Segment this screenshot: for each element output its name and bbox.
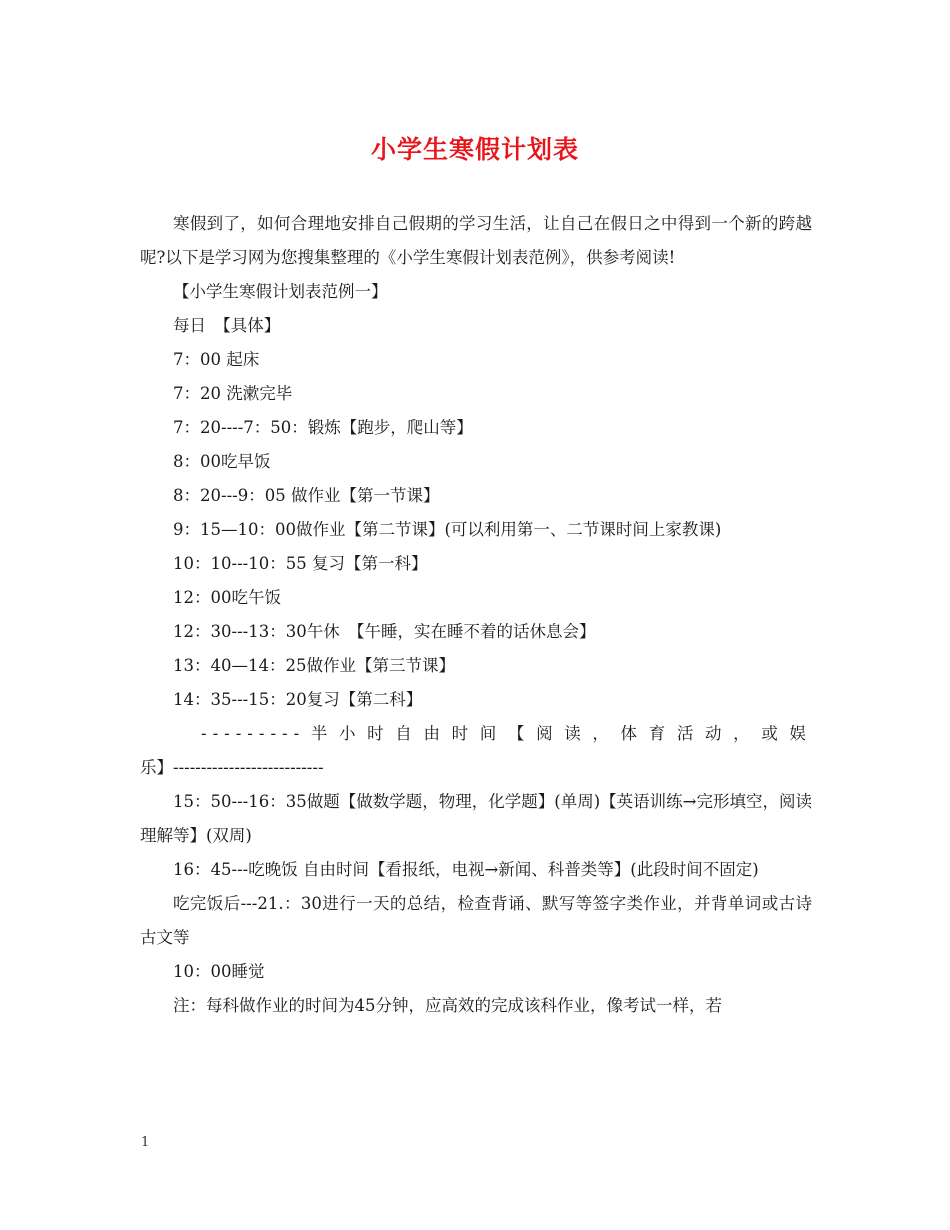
schedule-line: 10：00睡觉 <box>173 962 265 981</box>
schedule-list <box>140 275 812 717</box>
schedule-line: 吃完饭后---21.：30进行一天的总结，检查背诵、默写等签字类作业，并背单词或古诗古文等 <box>140 894 812 947</box>
schedule-line: 16：45---吃晚饭 自由时间【看报纸，电视→新闻、科普类等】(此段时间不固定) <box>173 860 759 879</box>
schedule-line: 12：00吃午饭 <box>173 588 281 607</box>
intro-paragraph: 寒假到了，如何合理地安排自己假期的学习生活，让自己在假日之中得到一个新的跨越呢?以下是学习网为您搜集整理的《小学生寒假计划表范例》，供参考阅读! <box>140 214 812 267</box>
schedule-line: 10：10---10：55 复习【第一科】 <box>173 554 428 573</box>
schedule-line: 9：15—10：00做作业【第二节课】(可以利用第一、二节课时间上家教课) <box>173 520 722 539</box>
schedule-line: 8：20---9：05 做作业【第一节课】 <box>173 486 440 505</box>
schedule-line: 15：50---16：35做题【做数学题，物理，化学题】(单周)【英语训练→完形填空，阅读理解等】(双周) <box>140 792 812 845</box>
schedule-line: 12：30---13：30午休 【午睡，实在睡不着的话休息会】 <box>173 622 596 641</box>
note-line: 注：每科做作业的时间为45分钟，应高效的完成该科作业，像考试一样，若 <box>173 996 722 1015</box>
schedule-list-continued <box>140 785 812 1023</box>
free-time-line: ---------半小时自由时间【阅读，体育活动，或娱 <box>201 724 812 743</box>
page-number: 1 <box>141 1135 150 1150</box>
schedule-line: 每日 【具体】 <box>173 316 281 335</box>
schedule-line: 7：20 洗漱完毕 <box>173 384 293 403</box>
schedule-line: 13：40—14：25做作业【第三节课】 <box>173 656 455 675</box>
schedule-line: 8：00吃早饭 <box>173 452 271 471</box>
free-time-line-continued: 乐】--------------------------- <box>140 758 324 777</box>
schedule-line: 【小学生寒假计划表范例一】 <box>173 282 388 301</box>
document-title: 小学生寒假计划表 <box>370 135 579 164</box>
schedule-line: 7：00 起床 <box>173 350 260 369</box>
document-body <box>140 207 812 1023</box>
schedule-line: 7：20----7：50：锻炼【跑步，爬山等】 <box>173 418 473 437</box>
schedule-line: 14：35---15：20复习【第二科】 <box>173 690 423 709</box>
